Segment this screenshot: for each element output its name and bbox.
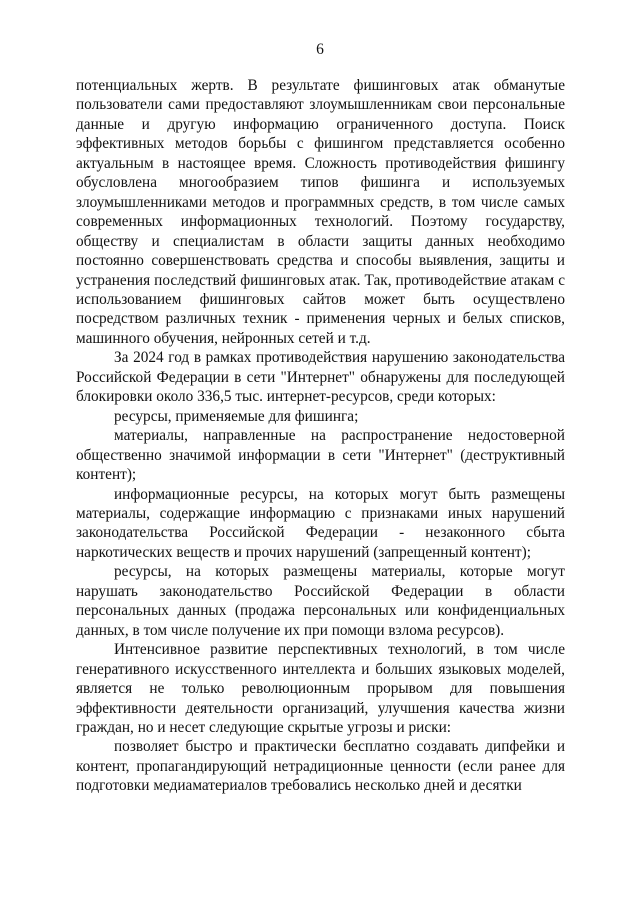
paragraph-ai-risks: Интенсивное развитие перспективных технологий, в том числе генеративного искусственного интеллекта и больших языковых моделей, является не только революционным прорывом для повышения эффективности деятельности организаций, улучшения качества жизни граждан, но и несет следующие скрытые угрозы и риски: — [76, 641, 565, 736]
list-item-deepfakes: позволяет быстро и практически бесплатно создавать дипфейки и контент, пропагандирующий нетрадиционные ценности (если ранее для подготовки медиаматериалов требовались несколько дней и десятки — [76, 738, 565, 795]
list-item-destructive-content: материалы, направленные на распространение недостоверной общественно значимой информации в сети "Интернет" (деструктивный контент); — [76, 427, 565, 484]
document-body — [76, 76, 565, 796]
paragraph-blocked-resources: За 2024 год в рамках противодействия нарушению законодательства Российской Федерации в сети "Интернет" обнаружены для последующей блокировки около 336,5 тыс. интернет-ресурсов, среди которых: — [76, 349, 565, 406]
page-number: 6 — [316, 41, 324, 58]
list-item-personal-data: ресурсы, на которых размещены материалы, которые могут нарушать законодательство Российской Федерации в области персональных данных (продажа персональных или конфиденциальных данных, в том числе получение их при помощи взлома ресурсов). — [76, 563, 565, 639]
paragraph-phishing-intro: потенциальных жертв. В результате фишинговых атак обманутые пользователи сами предоставляют злоумышленникам свои персональные данные и другую информацию ограниченного доступа. Поиск эффективных методов борьбы с фишингом представляется особенно актуальным в настоящее время. Сложность противодействия фишингу обусловлена многообразием типов фишинга и используемых злоумышленниками методов и программных средств, в том числе самых современных информационных технологий. Поэтому государству, обществу и специалистам в области защиты данных необходимо постоянно совершенствовать средства и способы выявления, защиты и устранения последствий фишинговых атак. Так, противодействие атакам с использованием фишинговых сайтов может быть осуществлено посредством различных техник - применения черных и белых списков, машинного обучения, нейронных сетей и т.д. — [76, 77, 565, 347]
list-item-phishing: ресурсы, применяемые для фишинга; — [114, 407, 359, 425]
list-item-prohibited-content: информационные ресурсы, на которых могут быть размещены материалы, содержащие информацию с признаками иных нарушений законодательства Российской Федерации - незаконного сбыта наркотических веществ и прочих нарушений (запрещенный контент); — [76, 485, 565, 561]
